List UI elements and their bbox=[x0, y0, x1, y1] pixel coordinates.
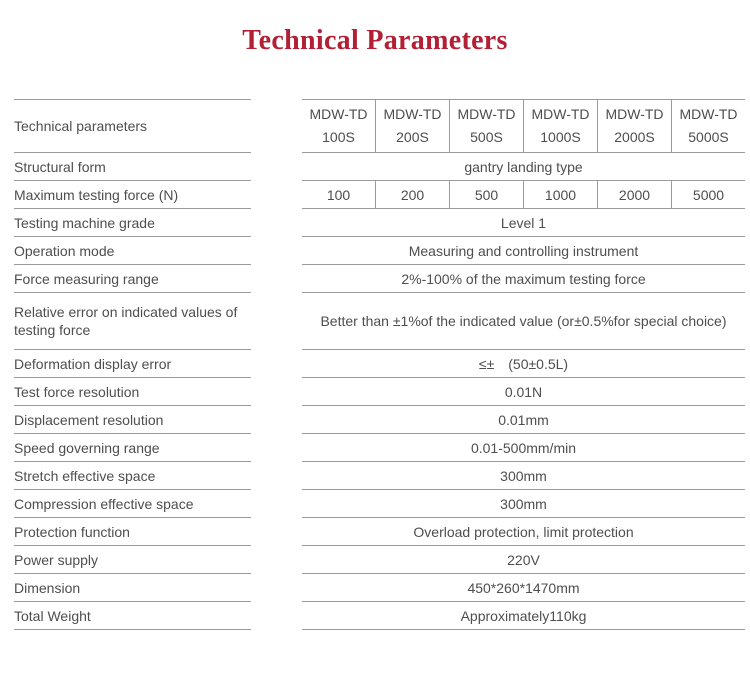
table-row-compression-effective-space bbox=[14, 490, 745, 518]
table-row-dimension bbox=[14, 574, 745, 602]
force-value-200s: 200 bbox=[375, 181, 449, 208]
row-values bbox=[302, 181, 745, 209]
row-label: Speed governing range bbox=[14, 434, 251, 462]
table-header-row bbox=[14, 99, 745, 153]
model-header-5000s bbox=[671, 100, 745, 152]
row-value: 2%-100% of the maximum testing force bbox=[302, 265, 745, 293]
row-value: 300mm bbox=[302, 462, 745, 490]
row-value: Measuring and controlling instrument bbox=[302, 237, 745, 265]
table-row-operation-mode bbox=[14, 237, 745, 265]
model-series-label: MDW-TD bbox=[605, 106, 664, 122]
table-row-relative-error bbox=[14, 293, 745, 350]
model-header-200s bbox=[375, 100, 449, 152]
row-label: Power supply bbox=[14, 546, 251, 574]
row-label: Relative error on indicated values of testing force bbox=[14, 293, 251, 350]
column-gap bbox=[251, 462, 302, 490]
table-row-test-force-resolution bbox=[14, 378, 745, 406]
row-label: Deformation display error bbox=[14, 350, 251, 378]
model-size-label: 200S bbox=[396, 129, 429, 145]
row-label: Structural form bbox=[14, 153, 251, 181]
table-row-total-weight bbox=[14, 602, 745, 630]
model-size-label: 500S bbox=[470, 129, 503, 145]
model-size-label: 2000S bbox=[614, 129, 655, 145]
model-size-label: 100S bbox=[322, 129, 355, 145]
table-row-displacement-resolution bbox=[14, 406, 745, 434]
row-label: Dimension bbox=[14, 574, 251, 602]
row-value: Approximately110kg bbox=[302, 602, 745, 630]
column-gap bbox=[251, 209, 302, 237]
force-value-500s: 500 bbox=[449, 181, 523, 208]
row-label: Stretch effective space bbox=[14, 462, 251, 490]
header-corner-label: Technical parameters bbox=[14, 99, 251, 153]
model-series-label: MDW-TD bbox=[383, 106, 442, 122]
column-gap bbox=[251, 518, 302, 546]
column-gap bbox=[251, 602, 302, 630]
table-row-force-measuring-range bbox=[14, 265, 745, 293]
force-value-1000s: 1000 bbox=[523, 181, 597, 208]
row-label: Protection function bbox=[14, 518, 251, 546]
row-label: Test force resolution bbox=[14, 378, 251, 406]
row-value: Better than ±1%of the indicated value (or±0.5%for special choice) bbox=[302, 293, 745, 350]
column-gap bbox=[251, 181, 302, 209]
row-label: Operation mode bbox=[14, 237, 251, 265]
technical-parameters-table bbox=[14, 99, 745, 630]
table-row-structural-form bbox=[14, 153, 745, 181]
row-value: 0.01-500mm/min bbox=[302, 434, 745, 462]
row-label: Total Weight bbox=[14, 602, 251, 630]
table-row-protection-function bbox=[14, 518, 745, 546]
column-gap bbox=[251, 434, 302, 462]
row-value: 0.01mm bbox=[302, 406, 745, 434]
row-label: Force measuring range bbox=[14, 265, 251, 293]
model-series-label: MDW-TD bbox=[309, 106, 368, 122]
row-value: 0.01N bbox=[302, 378, 745, 406]
column-gap bbox=[251, 99, 302, 153]
column-gap bbox=[251, 406, 302, 434]
column-gap bbox=[251, 265, 302, 293]
model-size-label: 5000S bbox=[688, 129, 729, 145]
column-gap bbox=[251, 574, 302, 602]
model-series-label: MDW-TD bbox=[457, 106, 516, 122]
column-gap bbox=[251, 350, 302, 378]
model-size-label: 1000S bbox=[540, 129, 581, 145]
column-gap bbox=[251, 546, 302, 574]
model-header-cells bbox=[302, 99, 745, 153]
column-gap bbox=[251, 293, 302, 350]
column-gap bbox=[251, 153, 302, 181]
force-value-2000s: 2000 bbox=[597, 181, 671, 208]
page-title: Technical Parameters bbox=[242, 25, 508, 56]
row-value: ≤± (50±0.5L) bbox=[302, 350, 745, 378]
model-header-500s bbox=[449, 100, 523, 152]
column-gap bbox=[251, 237, 302, 265]
table-row-stretch-effective-space bbox=[14, 462, 745, 490]
row-label: Displacement resolution bbox=[14, 406, 251, 434]
table-row-max-testing-force bbox=[14, 181, 745, 209]
model-header-2000s bbox=[597, 100, 671, 152]
model-series-label: MDW-TD bbox=[531, 106, 590, 122]
model-header-1000s bbox=[523, 100, 597, 152]
row-value: 300mm bbox=[302, 490, 745, 518]
row-value: 450*260*1470mm bbox=[302, 574, 745, 602]
row-value: 220V bbox=[302, 546, 745, 574]
row-value: gantry landing type bbox=[302, 153, 745, 181]
row-label: Testing machine grade bbox=[14, 209, 251, 237]
row-label: Maximum testing force (N) bbox=[14, 181, 251, 209]
model-series-label: MDW-TD bbox=[679, 106, 738, 122]
force-value-5000s: 5000 bbox=[671, 181, 745, 208]
row-value: Level 1 bbox=[302, 209, 745, 237]
table-row-power-supply bbox=[14, 546, 745, 574]
column-gap bbox=[251, 378, 302, 406]
model-header-100s bbox=[302, 100, 375, 152]
table-row-machine-grade bbox=[14, 209, 745, 237]
column-gap bbox=[251, 490, 302, 518]
table-row-deformation-display-error bbox=[14, 350, 745, 378]
row-label: Compression effective space bbox=[14, 490, 251, 518]
table-row-speed-governing-range bbox=[14, 434, 745, 462]
row-value: Overload protection, limit protection bbox=[302, 518, 745, 546]
force-value-100s: 100 bbox=[326, 186, 351, 203]
